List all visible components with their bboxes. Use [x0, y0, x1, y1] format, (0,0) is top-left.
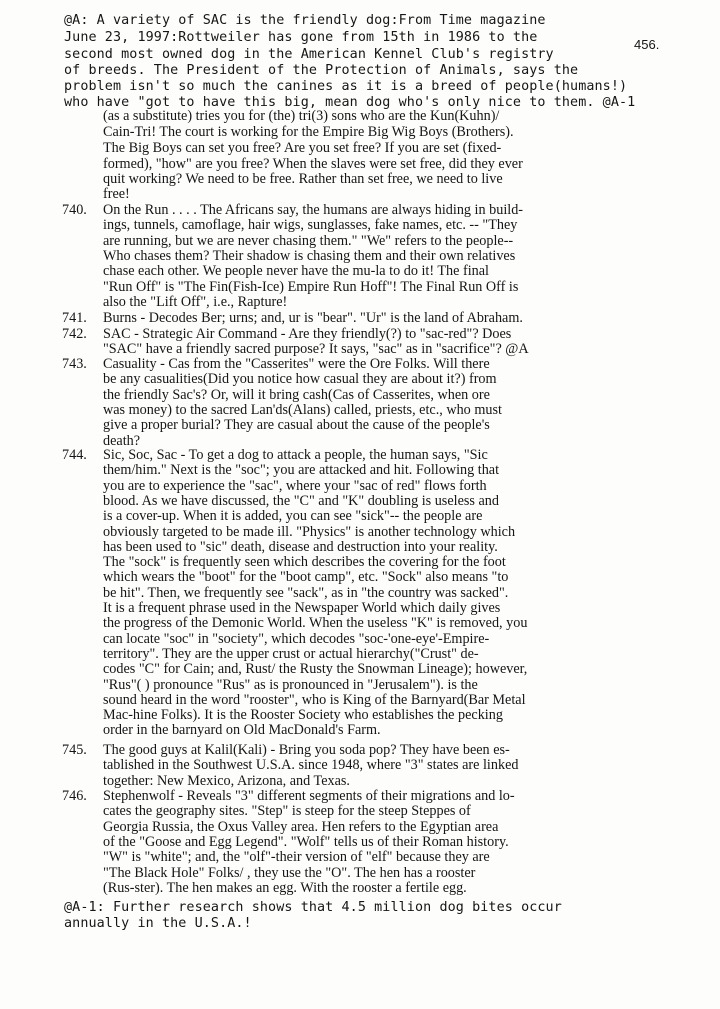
- entry-line: Georgia Russia, the Oxus Valley area. Hen refers to the Egyptian area: [103, 818, 499, 835]
- entry-line: (Rus-ster). The hen makes an egg. With the rooster a fertile egg.: [103, 879, 467, 896]
- intro-line: who have "got to have this big, mean dog who's only nice to them. @A-1: [64, 95, 636, 110]
- intro-line: @A: A variety of SAC is the friendly dog:From Time magazine: [64, 13, 546, 28]
- page-number: 456.: [634, 37, 660, 52]
- entry-line: tablished in the Southwest U.S.A. since 1948, where "3" states are linked: [103, 757, 519, 774]
- entry-line: territory". They are the upper crust or actual hierarchy("Crust" de-: [103, 645, 479, 662]
- intro-continuation-line: formed), "how" are you free? When the slaves were set free, did they ever: [103, 156, 523, 172]
- entry-number: 744.: [62, 447, 87, 463]
- entry-line: was money) to the sacred Lan'ds(Alans) called, priests, etc., who must: [103, 401, 502, 418]
- entry-line: you are to experience the "sac", where your "sac of red" flows forth: [103, 477, 487, 494]
- entry-number: 742.: [62, 326, 87, 342]
- entry-line: obviously targeted to be made ill. "Physics" is another technology which: [103, 523, 516, 540]
- intro-continuation-line: Cain-Tri! The court is working for the Empire Big Wig Boys (Brothers).: [103, 124, 514, 140]
- entry-line: It is a frequent phrase used in the Newspaper World which daily gives: [103, 600, 501, 616]
- entry-line: can locate "soc" in "society", which decodes "soc-'one-eye'-Empire-: [103, 630, 490, 647]
- intro-line: problem isn't so much the canines as it is a breed of people(humans!): [64, 79, 628, 94]
- entry-line: also the "Lift Off", i.e., Rapture!: [103, 293, 288, 310]
- entry-line: is a cover-up. When it is added, you can see "sick"-- the people are: [103, 508, 483, 525]
- entry-line: chase each other. We people never have the mu-la to do it! The final: [103, 263, 489, 280]
- entry-line: of the "Goose and Egg Legend". "Wolf" tells us of their Roman history.: [103, 833, 509, 850]
- intro-line: June 23, 1997:Rottweiler has gone from 15th in 1986 to the: [64, 30, 538, 45]
- entry-line: The good guys at Kalil(Kali) - Bring you soda pop? They have been es-: [103, 742, 510, 758]
- entry-line: death?: [103, 432, 141, 449]
- entry-number: 741.: [62, 310, 87, 326]
- intro-line: of breeds. The President of the Protection of Animals, says the: [64, 63, 579, 78]
- entry-line: the progress of the Demonic World. When the useless "K" is removed, you: [103, 615, 528, 632]
- entry-line: Sic, Soc, Sac - To get a dog to attack a people, the human says, "Sic: [103, 447, 488, 463]
- entry-line: "SAC" have a friendly sacred purpose? It says, "sac" as in "sacrifice"? @A: [103, 341, 529, 358]
- footnote-line: annually in the U.S.A.!: [64, 916, 252, 931]
- entry-line: are running, but we are never chasing them." "We" refers to the people--: [103, 232, 514, 249]
- entry-line: SAC - Strategic Air Command - Are they friendly(?) to "sac-red"? Does: [103, 326, 512, 342]
- entry-line: codes "C" for Cain; and, Rust/ the Rusty the Snowman Lineage); however,: [103, 661, 528, 678]
- entry-line: ings, tunnels, camoflage, hair wigs, sunglasses, fake names, etc. -- "They: [103, 217, 518, 234]
- entry-number: 743.: [62, 356, 87, 372]
- entry-line: them/him." Next is the "soc"; you are attacked and hit. Following that: [103, 462, 500, 479]
- entry-line: Stephenwolf - Reveals "3" different segments of their migrations and lo-: [103, 788, 515, 804]
- entry-line: Mac-hine Folks). It is the Rooster Society who establishes the pecking: [103, 707, 503, 724]
- entry-line: "The Black Hole" Folks/ , they use the "O". The hen has a rooster: [103, 864, 476, 881]
- entry-line: The "sock" is frequently seen which describes the covering for the foot: [103, 554, 506, 571]
- entry-line: Who chases them? Their shadow is chasing them and their own relatives: [103, 247, 516, 264]
- entry-line: On the Run . . . . The Africans say, the humans are always hiding in build-: [103, 202, 524, 218]
- intro-continuation-line: The Big Boys can set you free? Are you set free? If you are set (fixed-: [103, 140, 502, 156]
- entry-line: "Rus"( ) pronounce "Rus" as is pronounced in "Jerusalem"). is the: [103, 676, 478, 693]
- entry-line: "W" is "white"; and, the "olf"-their version of "elf" because they are: [103, 849, 490, 866]
- entry-number: 740.: [62, 202, 87, 218]
- entry-line: "Run Off" is "The Fin(Fish-Ice) Empire Run Hoff"! The Final Run Off is: [103, 278, 519, 295]
- entry-number: 746.: [62, 788, 87, 804]
- entry-line: together: New Mexico, Arizona, and Texas.: [103, 772, 350, 789]
- intro-continuation-line: free!: [103, 186, 130, 202]
- entry-line: Burns - Decodes Ber; urns; and, ur is "bear". "Ur" is the land of Abraham.: [103, 310, 523, 326]
- footnote-line: @A-1: Further research shows that 4.5 million dog bites occur: [64, 900, 562, 915]
- intro-continuation-line: (as a substitute) tries you for (the) tri(3) sons who are the Kun(Kuhn)/: [103, 108, 500, 124]
- entry-line: Casuality - Cas from the "Casserites" were the Ore Folks. Will there: [103, 356, 490, 372]
- entry-line: the friendly Sac's? Or, will it bring cash(Cas of Casserites, when ore: [103, 386, 490, 403]
- entry-line: be hit". Then, we frequently see "sack", as in "the country was sacked".: [103, 584, 509, 601]
- entry-line: blood. As we have discussed, the "C" and "K" doubling is useless and: [103, 492, 499, 509]
- entry-line: cates the geography sites. "Step" is steep for the steep Steppes of: [103, 803, 471, 820]
- entry-number: 745.: [62, 742, 87, 758]
- entry-line: give a proper burial? They are casual about the cause of the people's: [103, 417, 490, 434]
- entry-line: be any casualities(Did you notice how casual they are about it?) from: [103, 371, 497, 388]
- entry-line: order in the barnyard on Old MacDonald's Farm.: [103, 722, 381, 739]
- entry-line: which wears the "boot" for the "boot camp", etc. "Sock" also means "to: [103, 569, 509, 586]
- intro-continuation-line: quit working? We need to be free. Rather than set free, we need to live: [103, 171, 503, 187]
- entry-line: has been used to "sic" death, disease and destruction into your reality.: [103, 538, 498, 555]
- intro-line: second most owned dog in the American Kennel Club's registry: [64, 47, 554, 62]
- entry-line: sound heard in the word "rooster", who is King of the Barnyard(Bar Metal: [103, 691, 526, 708]
